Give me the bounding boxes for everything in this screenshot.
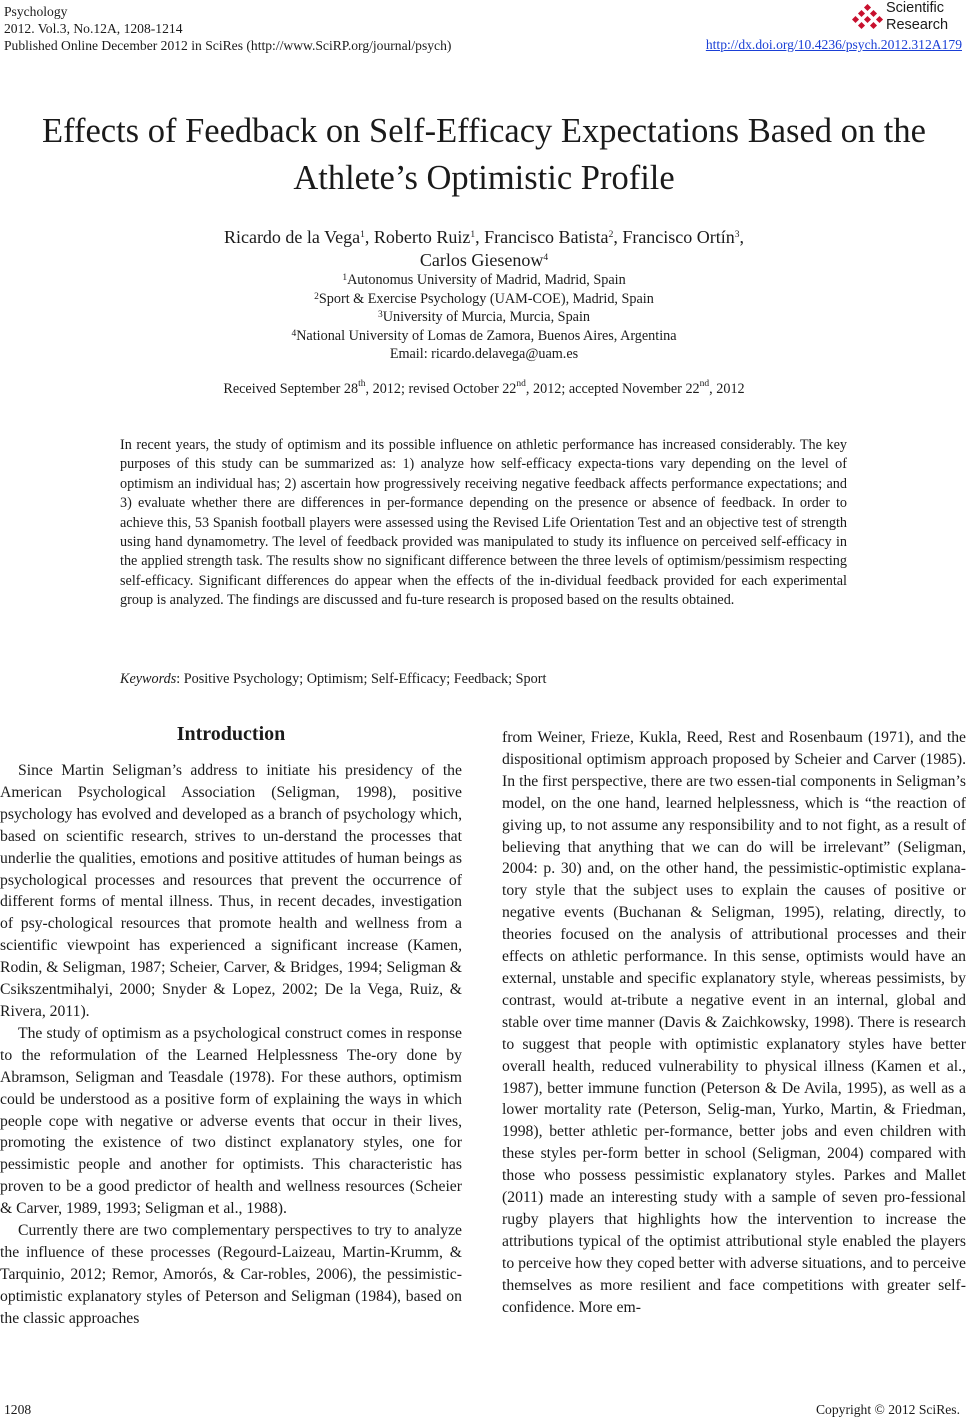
paper-title: Effects of Feedback on Self-Efficacy Expectations Based on the Athlete’s Optimistic Profile: [42, 112, 926, 197]
received-dates: Received September 28th, 2012; revised October 22nd, 2012; accepted November 22nd, 2012: [223, 379, 745, 397]
affiliation-3: $^3$University of Murcia, Murcia, Spain: [378, 309, 590, 325]
affiliations: [0, 271, 968, 364]
published-online: Published Online December 2012 in SciRes (http://www.SciRP.org/journal/psych): [4, 38, 452, 53]
abstract-text: In recent years, the study of optimism and its possible influence on athletic performance has increased considerably. The key purposes of this study can be summarized as: 1) analyze how self-efficacy expecta-tions vary depending on the level of optimism an individual has; 2) ascertain how progressively receiving negative feedback affects performance expectations; and 3) evaluate whether there are differences in per-formance depending on the presence or absence of feedback. In order to achieve this, 53 Spanish football players were assessed using the Revised Life Orientation Test and an objective test of strength using hand dynamometry. The level of feedback provided was manipulated to study its influence on perceived self-efficacy in the applied strength task. The results show no significant difference between the three levels of optimism/pessimism respecting self-efficacy. Significant differences do appear when the effects of the in-dividual feedback provided for each experimental group is analyzed. The findings are discussed and fu-ture research is proposed based on the results obtained.: [120, 437, 847, 609]
keywords-label: Keywords: [120, 671, 177, 687]
author-name: Ricardo de la Vega: [223, 227, 361, 247]
doi-link[interactable]: http://dx.doi.org/10.4236/psych.2012.312A179: [705, 37, 962, 52]
author-name: Carlos Giesenow: [419, 250, 544, 270]
author-name: Francisco Batista: [484, 227, 609, 247]
running-header: [4, 3, 451, 54]
scirp-logo-icon: [852, 4, 884, 32]
scirp-logo: [852, 0, 962, 36]
keywords-text: : Positive Psychology; Optimism; Self-Efficacy; Feedback; Sport: [176, 671, 547, 687]
author-name: Roberto Ruiz: [373, 227, 471, 247]
author-list: Ricardo de la Vega$^1$, Roberto Ruiz$^1$, Francisco Batista$^2$, Francisco Ortín$^3$, Carlos Giesenow$^4$: [223, 227, 745, 270]
right-column: [502, 727, 966, 1318]
paragraph: from Weiner, Frieze, Kukla, Reed, Rest and Rosenbaum (1971), and the dispositional optimism approach proposed by Scheier and Carver (1985). In the first perspective, there are two essen-tial components in Seligman’s model, on the one hand, learned helplessness, which is “the reaction of giving up, to not assume any responsibility and to not fight, as a result of believing that anything that we can do will be irrelevant” (Seligman, 2004: p. 30) and, on the other hand, the pessimistic-optimistic explana-tory style that the subject uses to explain the causes of positive or negative events (Buchanan & Seligman, 1995), relating, directly, to theories focused on the analysis of attributional processes and their effects on athletic performance. In this sense, optimists would have an external, unstable and specific explanatory style, whereas pessimists, by contrast, would at-tribute a negative event in an internal, global and stable over time manner (Davis & Zaichkowsky, 1998). There is research to suggest that people with optimistic explanatory styles have better overall health, reduced vulnerability to physical illness (Kamen et al., 1987), better immune function (Peterson & De Avila, 1995), as well as a lower mortality rate (Peterson, Selig-man, Yurko, Martin, & Friedman, 1998), better athletic per-formance, better jobs and even children with these styles per-form better in school (Seligman, 2004) compared with those who possess pessimistic explanatory styles. Parkes and Mallet (2011) made an interesting study with a sample of seven pro-fessional rugby players that highlights how the intervention to increase the attributions typical of the optimist attributional style enabled the players to perceive how they coped better with adverse situations, and to perceive themselves as more resilient and face competitions with greater self-confidence. More em-: [502, 729, 966, 1316]
scirp-logo-text: Scientific Research: [886, 0, 949, 33]
paragraph: Since Martin Seligman’s address to initiate his presidency of the American Psychological Association (Seligman, 1998), positive psychology has evolved and developed as a branch of psychology which, based on scientific research, strives to un-derstand the processes that underlie the qualities, emotions and positive attitudes of human beings as psychological processes and resources that prevent the occurrence of different forms of mental illness. Thus, in recent decades, investigation of psy-chological resources that promote health and wellness from a scientific viewpoint has experienced a significant increase (Kamen, Rodin, & Seligman, 1987; Scheier, Carver, & Bridges, 1994; Seligman & Csikszentmihalyi, 2000; Snyder & Lopez, 2002; De la Vega, Ruiz, & Rivera, 2011).: [0, 762, 462, 1020]
paragraph: The study of optimism as a psychological construct comes in response to the reformulation of the Learned Helplessness The-ory done by Abramson, Seligman and Teasdale (1978). For these authors, optimism could be understood as a positive form of explaining the ways in which people cope with negative or adverse events that occur in their lives, promoting the existence of two distinct explanatory styles, one for pessimistic people and another for optimists. This characteristic has proven to be a good predictor of health and wellness resources (Scheier & Carver, 1989, 1993; Seligman et al., 1988).: [0, 1024, 462, 1218]
author-name: Francisco Ortín: [622, 227, 735, 247]
copyright: Copyright © 2012 SciRes.: [815, 1402, 960, 1417]
journal-volume: 2012. Vol.3, No.12A, 1208-1214: [4, 21, 183, 36]
left-column: [0, 760, 462, 1330]
page-number: 1208: [4, 1402, 32, 1417]
keywords: [120, 671, 847, 688]
paragraph: Currently there are two complementary perspectives to try to analyze the influence of these processes (Regourd-Laizeau, Martin-Krumm, & Tarquinio, 2012; Remor, Amorós, & Car-robles, 2006), the pessimistic-optimistic explanatory styles of Peterson and Seligman (1984), based on the classic approaches: [0, 1222, 462, 1327]
section-heading: Introduction: [176, 723, 286, 745]
affiliation-1: $^1$Autonomus University of Madrid, Madrid, Spain: [342, 272, 626, 288]
journal-name: Psychology: [4, 4, 68, 19]
abstract: [120, 436, 847, 611]
contact-email: Email: ricardo.delavega@uam.es: [389, 346, 579, 362]
affiliation-4: $^4$National University of Lomas de Zamora, Buenos Aires, Argentina: [291, 327, 677, 344]
affiliation-2: $^2$Sport & Exercise Psychology (UAM-COE), Madrid, Spain: [314, 290, 654, 307]
